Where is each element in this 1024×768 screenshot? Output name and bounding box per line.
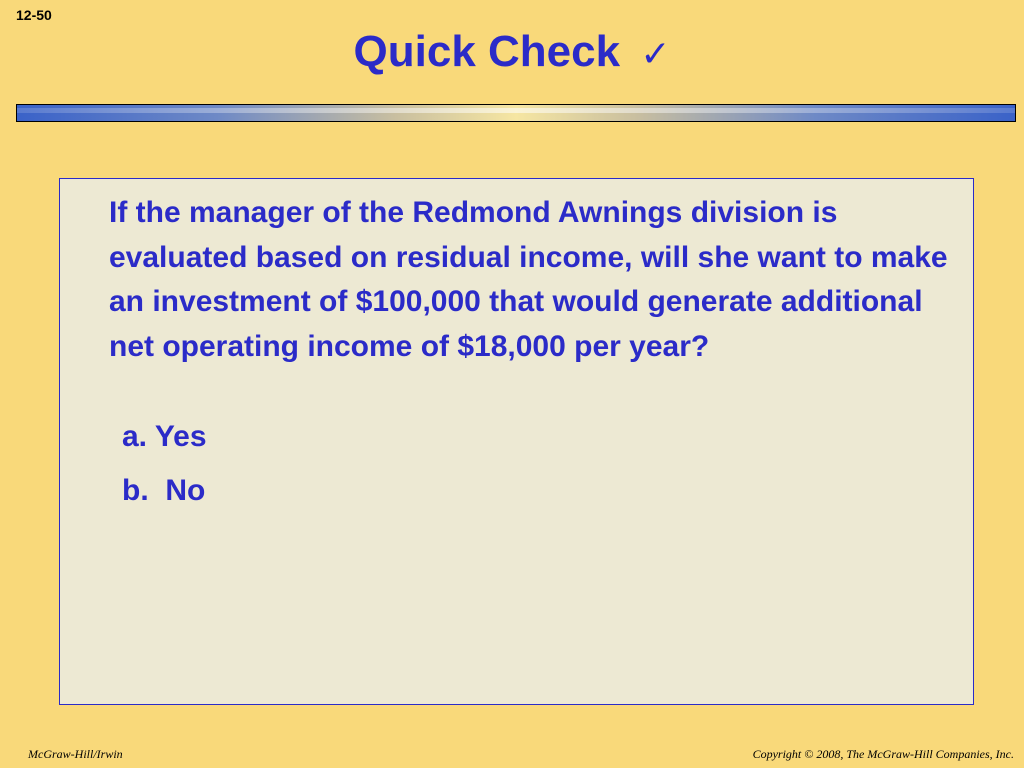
checkmark-icon: ✓ xyxy=(640,34,671,75)
question-box xyxy=(59,178,974,705)
answer-options xyxy=(122,419,207,527)
footer-publisher: McGraw-Hill/Irwin xyxy=(28,747,123,761)
slide-number: 12-50 xyxy=(16,7,52,23)
question-text: If the manager of the Redmond Awnings division is evaluated based on residual income, will she want to make an investment of $100,000 that would generate additional net operating income of $18,000 per year? xyxy=(109,196,948,363)
footer-copyright: Copyright © 2008, The McGraw-Hill Companies, Inc. xyxy=(752,747,1014,761)
option-b[interactable]: b. No xyxy=(122,474,206,507)
title-divider-bar xyxy=(16,104,1016,122)
slide-title-text: Quick Check xyxy=(353,27,621,76)
option-a[interactable]: a. Yes xyxy=(122,420,207,453)
slide-title xyxy=(0,26,1024,81)
